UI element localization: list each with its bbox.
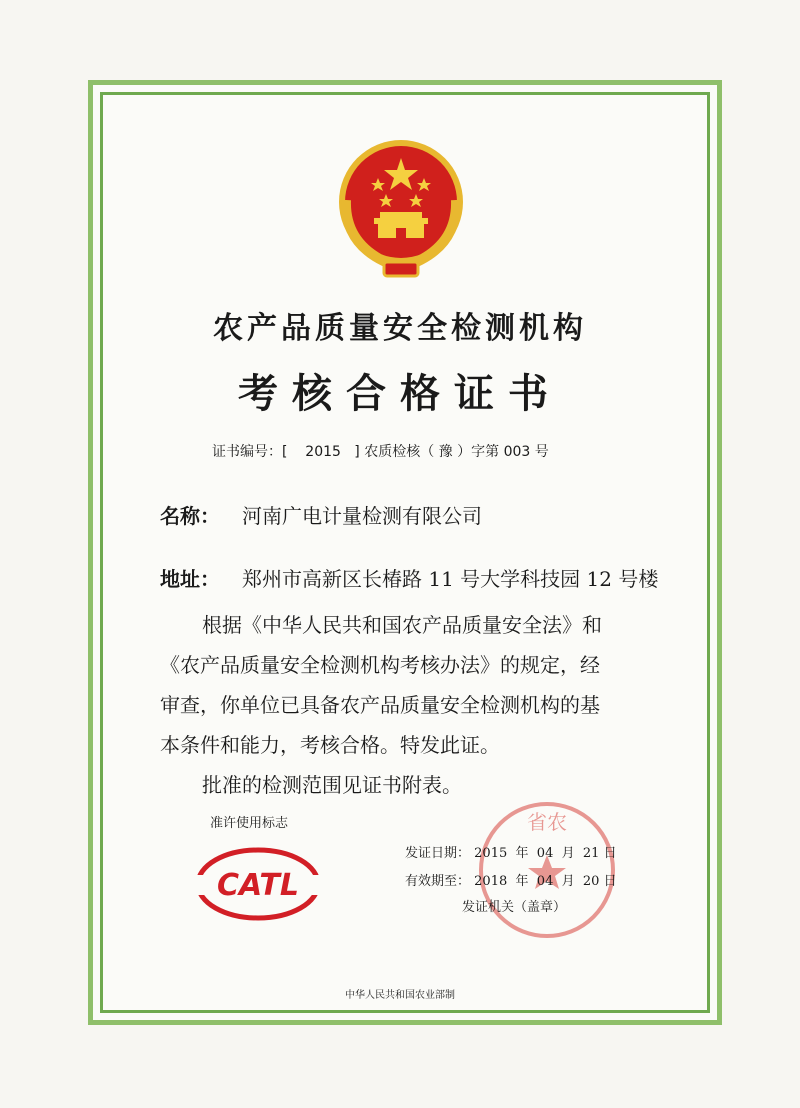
certificate-subtitle: 考核合格证书 [238,370,562,417]
address-row [160,563,658,592]
body-line-3: 审查，你单位已具备农产品质量安全检测机构的基 [160,693,600,717]
body-line-4: 本条件和能力，考核合格。特发此证。 [160,733,500,757]
dates-block [405,840,617,896]
issuer-label: 发证机关（盖章） [462,900,567,915]
footer-producer: 中华人民共和国农业部制 [345,990,455,1001]
name-label: 名称： [160,504,220,528]
name-row [160,500,482,529]
certificate-body [160,605,640,805]
mark-label: 准许使用标志 [210,816,289,831]
valid-until: 有效期至： 2018 年 04 月 20 日 [405,874,617,889]
issue-date: 发证日期： 2015 年 04 月 21 日 [405,846,617,861]
body-line-5: 批准的检测范围见证书附表。 [202,773,462,797]
body-line-1: 根据《中华人民共和国农产品质量安全法》和 [202,613,602,637]
certificate-number: 证书编号：[ 2015 ] 农质检核（ 豫 ）字第 003 号 [212,444,549,460]
name-value: 河南广电计量检测有限公司 [242,504,482,528]
body-line-2: 《农产品质量安全检测机构考核办法》的规定，经 [160,653,600,677]
address-label: 地址： [160,567,220,591]
catl-logo-icon [193,845,323,923]
national-emblem-icon [326,130,476,285]
address-value: 郑州市高新区长椿路 11 号大学科技园 12 号楼 [242,567,659,591]
catl-logo-text: CATL [217,868,299,903]
certificate-title: 农产品质量安全检测机构 [213,311,587,346]
seal-text: 省农 [527,810,567,834]
